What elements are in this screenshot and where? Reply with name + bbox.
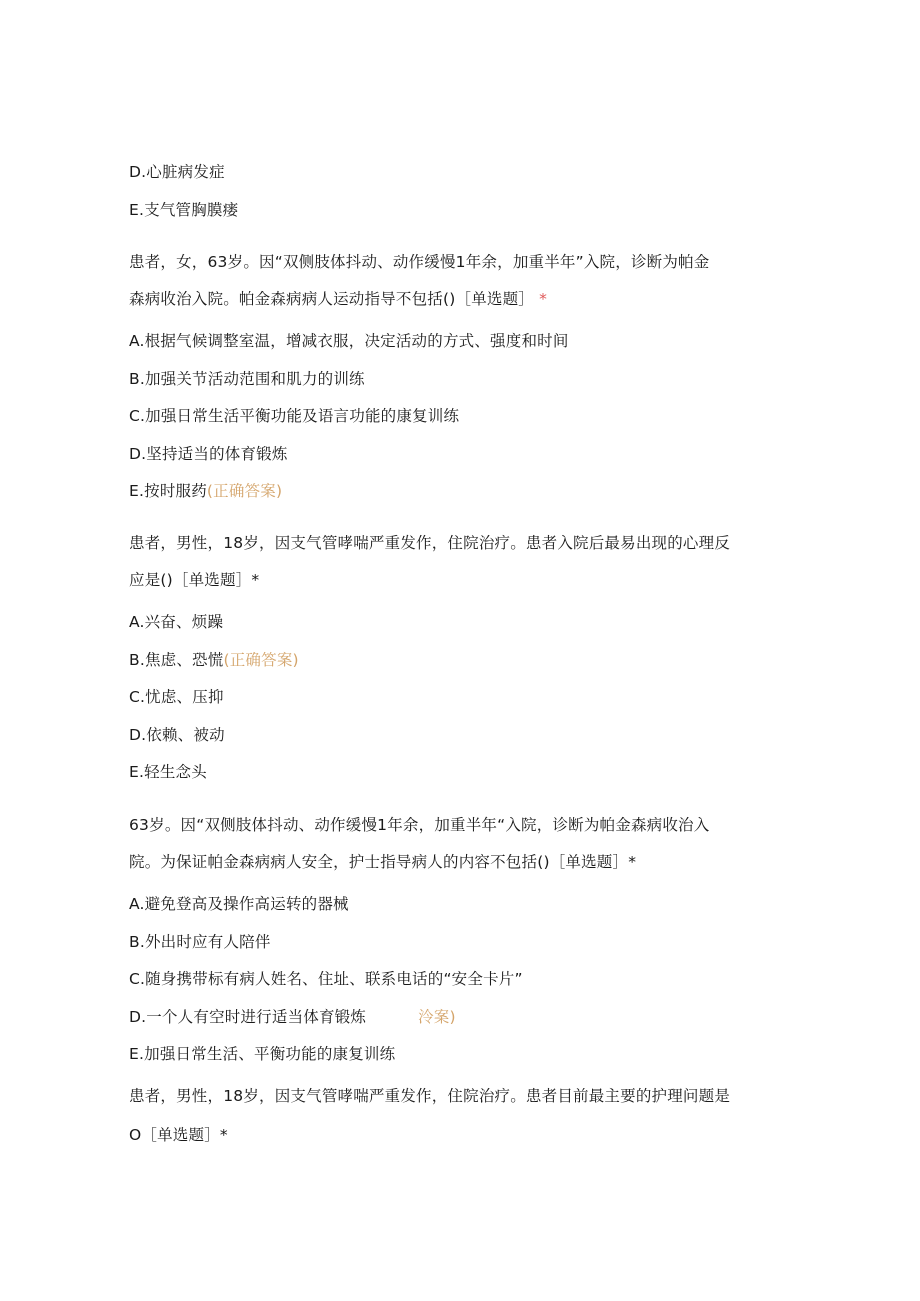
question-1-option-b[interactable]: B.加强关节活动范围和肌力的训练 — [129, 370, 365, 388]
question-3-text-line2: 院。为保证帕金森病病人安全，护士指导病人的内容不包括()［单选题］* — [129, 853, 637, 871]
question-1-text-line1: 患者，女，63岁。因“双侧肢体抖动、动作缓慢1年余，加重半年”入院，诊断为帕金 — [129, 253, 710, 271]
question-3-option-a[interactable]: A.避免登高及操作高运转的器械 — [129, 895, 349, 913]
question-2-option-d[interactable]: D.依赖、被动 — [129, 726, 225, 744]
option-prev-d[interactable]: D.心脏病发症 — [129, 163, 225, 181]
question-3-option-b[interactable]: B.外出时应有人陪伴 — [129, 933, 271, 951]
question-2-text-line2: 应是()［单选题］* — [129, 571, 260, 589]
question-1-option-e-label: E.按时服药 — [129, 482, 207, 500]
question-3-text-line1: 63岁。因“双侧肢体抖动、动作缓慢1年余，加重半年“入院，诊断为帕金森病收治入 — [129, 816, 710, 834]
question-1-text-line2-content: 森病收治入院。帕金森病病人运动指导不包括()［单选题］ — [129, 290, 534, 308]
question-2-option-b-label: B.焦虑、恐慌 — [129, 651, 224, 669]
question-3-option-d-label: D.一个人有空时进行适当体育锻炼 — [129, 1008, 367, 1026]
question-3-option-d[interactable] — [129, 1007, 456, 1027]
question-3-option-c[interactable]: C.随身携带标有病人姓名、住址、联系电话的“安全卡片” — [129, 970, 523, 988]
question-1-option-c[interactable]: C.加强日常生活平衡功能及语言功能的康复训练 — [129, 407, 460, 425]
question-2-option-b[interactable] — [129, 650, 299, 670]
question-2-text-line1: 患者，男性，18岁，因支气管哮喘严重发作，住院治疗。患者入院后最易出现的心理反 — [129, 534, 731, 552]
question-4-text-line2: O［单选题］* — [129, 1126, 228, 1144]
question-2-option-c[interactable]: C.忧虑、压抑 — [129, 688, 224, 706]
question-2-option-a[interactable]: A.兴奋、烦躁 — [129, 613, 224, 631]
question-4-text-line1: 患者，男性，18岁，因支气管哮喘严重发作，住院治疗。患者目前最主要的护理问题是 — [129, 1087, 731, 1105]
question-3-option-e[interactable]: E.加强日常生活、平衡功能的康复训练 — [129, 1045, 396, 1063]
question-1-option-a[interactable]: A.根据气候调整室温，增减衣服，决定活动的方式、强度和时间 — [129, 332, 569, 350]
question-1-option-e[interactable] — [129, 481, 282, 501]
correct-answer-tag: 泠案) — [418, 1008, 456, 1026]
correct-answer-tag: (正确答案) — [223, 651, 299, 669]
question-1-option-d[interactable]: D.坚持适当的体育锻炼 — [129, 445, 288, 463]
option-prev-e[interactable]: E.支气管胸膜瘘 — [129, 201, 239, 219]
question-1-text-line2 — [129, 289, 547, 309]
correct-answer-tag: (正确答案) — [206, 482, 283, 500]
required-star: * — [539, 290, 548, 308]
question-2-option-e[interactable]: E.轻生念头 — [129, 763, 207, 781]
